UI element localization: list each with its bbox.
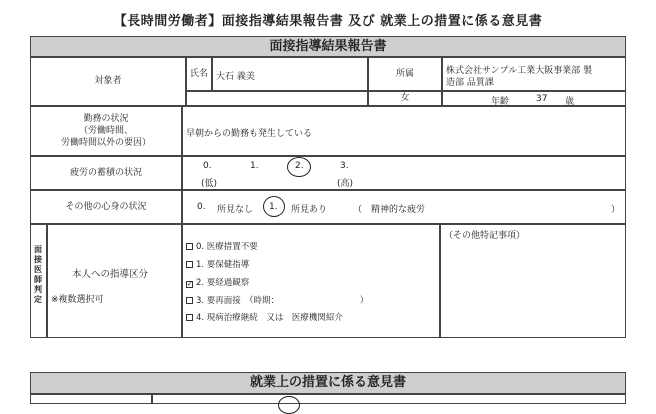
judgment-vertical-label: 面接医師判定 <box>34 245 42 304</box>
age-unit: 歳 <box>565 97 575 107</box>
guidance-option-4-text: 4. 現病治療継続 又は 医療機関紹介 <box>196 313 343 323</box>
age-label: 年齢 <box>491 97 510 107</box>
gender-value: 女 <box>368 91 442 106</box>
affiliation-value-cell <box>442 57 626 91</box>
other-opt0: 0. <box>197 202 206 212</box>
work-status-label-line1: 勤務の状況 <box>83 113 129 124</box>
subject-label: 対象者 <box>30 57 186 106</box>
affiliation-value-line2: 造部 品質課 <box>446 78 494 88</box>
work-status-label-line2: （労働時間、 <box>78 125 133 136</box>
age-value: 37 <box>536 94 548 104</box>
guidance-label: 本人への指導区分 <box>72 269 149 280</box>
guidance-option-0-text: 0. 医療措置不要 <box>196 242 258 252</box>
checkbox-4[interactable] <box>186 314 193 321</box>
remarks-label: （その他特記事項） <box>444 231 526 241</box>
blank-cell <box>186 91 368 106</box>
fatigue-option-3: 3. <box>340 161 349 171</box>
name-label: 氏名 <box>186 57 212 91</box>
guidance-option-2-text: 2. 要経過観察 <box>196 278 250 288</box>
opinion-header: 就業上の措置に係る意見書 <box>30 372 626 394</box>
guidance-option-1[interactable] <box>186 258 249 270</box>
opinion-row-left <box>30 394 152 404</box>
affiliation-label: 所属 <box>368 57 442 91</box>
report-header: 面接指導結果報告書 <box>30 36 626 57</box>
other-detail: （ 精神的な疲労 <box>353 205 426 215</box>
other-status-cell <box>182 190 626 224</box>
work-status-label-line3: 労働時間以外の要因） <box>60 138 151 149</box>
fatigue-option-1: 1. <box>250 161 259 171</box>
guidance-label-cell <box>47 224 182 338</box>
other-status-label: その他の心身の状況 <box>30 190 182 224</box>
opinion-selected-circle <box>278 396 300 414</box>
other-selected-circle <box>263 196 285 217</box>
judgment-vertical-cell <box>30 224 47 338</box>
other-opt1-text: 所見あり <box>291 205 328 215</box>
guidance-note: ※複数選択可 <box>51 295 104 305</box>
guidance-option-4[interactable] <box>186 311 343 323</box>
fatigue-option-0: 0. <box>203 161 212 171</box>
document-title: 【長時間労働者】面接指導結果報告書 及び 就業上の措置に係る意見書 <box>113 14 543 29</box>
guidance-option-3-text: 3. 要再面接 （時期： ） <box>196 296 369 306</box>
checkbox-3[interactable] <box>186 297 193 304</box>
name-value: 大石 義美 <box>216 72 255 82</box>
guidance-option-1-text: 1. 要保健指導 <box>196 260 250 270</box>
affiliation-value-line1: 株式会社サンプル工業大阪事業部 製 <box>446 66 593 76</box>
fatigue-low-label: (低) <box>201 179 218 189</box>
fatigue-label: 疲労の蓄積の状況 <box>30 156 182 190</box>
guidance-option-2[interactable] <box>186 276 249 288</box>
work-status-value: 早朝からの勤務も発生している <box>186 129 313 139</box>
guidance-option-3[interactable] <box>186 294 368 306</box>
fatigue-options-cell <box>182 156 626 190</box>
fatigue-selected-circle <box>287 157 311 177</box>
checkbox-0[interactable] <box>186 243 193 250</box>
age-cell <box>442 91 626 106</box>
fatigue-high-label: (高) <box>337 179 354 189</box>
other-close: ） <box>611 205 621 215</box>
opinion-row-right <box>152 394 626 404</box>
other-opt1: 1. <box>269 202 278 212</box>
checkbox-1[interactable] <box>186 261 193 268</box>
checkbox-2[interactable]: ✓ <box>187 280 193 288</box>
remarks-cell <box>440 224 626 338</box>
work-status-value-cell <box>182 106 626 156</box>
work-status-label <box>30 106 182 156</box>
other-opt0-text: 所見なし <box>217 205 254 215</box>
fatigue-option-2: 2. <box>295 161 304 171</box>
guidance-option-0[interactable] <box>186 240 258 252</box>
name-value-cell <box>212 57 368 91</box>
